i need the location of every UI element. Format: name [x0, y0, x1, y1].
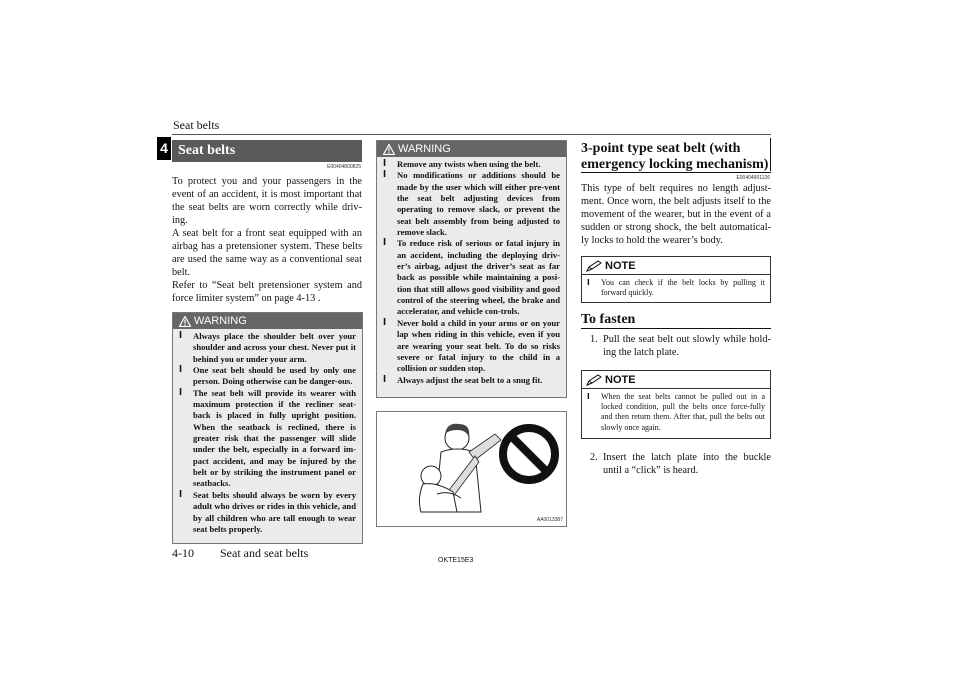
warning-item: l Seat belts should always be worn by every adult who drives or rides in this vehicle, and by all children who are tall enough to wear seat belts properly.: [179, 490, 356, 535]
note-header: [582, 371, 770, 389]
warning-list: [173, 329, 362, 539]
section-title-3-point-belt: [581, 141, 773, 173]
chapter-tab: 4: [157, 137, 171, 160]
warning-box-left: [172, 312, 363, 544]
note-box-1: [581, 256, 771, 303]
warning-item: l One seat belt should be used by only one person. Doing otherwise can be danger-ous.: [179, 365, 356, 388]
warning-box-middle: [376, 140, 567, 398]
step-1: [581, 333, 771, 359]
subheading-to-fasten: To fasten: [581, 312, 636, 327]
step-text: Insert the latch plate into the buckle until a “click” is heard.: [603, 452, 771, 476]
child-on-lap-illustration: [377, 412, 566, 526]
warning-triangle-icon: [179, 316, 191, 327]
page-number: 4-10: [172, 546, 194, 560]
warning-item: l Always adjust the seat belt to a snug fit.: [383, 375, 560, 386]
title-rule: [581, 172, 771, 173]
step-text: Pull the seat belt out slowly while hold-ing the latch plate.: [603, 334, 771, 358]
note-label: NOTE: [605, 259, 636, 272]
note-item: l You can check if the belt locks by pulling it forward quickly.: [587, 278, 765, 298]
warning-label: WARNING: [398, 143, 451, 155]
document-code: OKTE15E3: [438, 557, 474, 564]
warning-item: l No modifications or additions should be made by the user which will either pre-vent the seat belt adjusting devices from operating to remove slack, or prevent the seat belt assembly from being adjusted to remove slack.: [383, 170, 560, 238]
note-header: [582, 257, 770, 275]
step-number: 1.: [590, 334, 598, 345]
section-code: E00404901126: [736, 175, 770, 181]
warning-triangle-icon: [383, 144, 395, 155]
illustration-figure: [376, 411, 567, 527]
subheading-rule: [581, 328, 771, 329]
warning-item: l Never hold a child in your arms or on your lap when riding in this vehicle, even if you are wearing your seat belt. To do so risks severe or fatal injury to the child in a collision or sudden stop.: [383, 318, 560, 375]
note-list: [582, 275, 770, 302]
intro-paragraph: Refer to “Seat belt pretensioner system and force limiter system” on page 4-13 .: [172, 280, 362, 304]
step-2: [581, 451, 771, 477]
section-title-line: 3-point type seat belt (with: [581, 141, 741, 156]
title-rule-vertical: [770, 138, 771, 171]
figure-code: AA0013387: [536, 517, 563, 523]
note-box-2: [581, 370, 771, 439]
running-header: Seat belts: [173, 118, 220, 132]
warning-item: l To reduce risk of serious or fatal injury in an accident, including the deploying driv-er’s airbag, adjust the driver’s seat as far back as possible while maintaining a posi-tion that still allows good visibility and good control of the steering wheel, the brake and accelerator, and vehicle con-trols.: [383, 238, 560, 317]
note-item: l When the seat belts cannot be pulled out in a locked condition, pull the belts once force-fully and then return them. After that, pull the belts out slowly once again.: [587, 392, 765, 433]
warning-item: l The seat belt will provide its wearer with maximum protection if the recliner seat-back is placed in fully upright position. When the seatback is reclined, there is greater risk that the passenger will slide under the belt, especially in a forward im-pact accident, and may be injured by the belt or by striking the instrument panel or seatbacks.: [179, 388, 356, 490]
warning-label: WARNING: [194, 315, 247, 327]
intro-paragraph: To protect you and your passengers in the event of an accident, it is most important that the seat belts are worn correctly while driv-ing.: [172, 176, 362, 226]
section-code: E00404800825: [327, 164, 361, 170]
warning-item: l Always place the shoulder belt over your shoulder and across your chest. Never put it behind you or under your arm.: [179, 331, 356, 365]
section-title-line: emergency locking mechanism): [581, 157, 769, 172]
header-rule: [172, 134, 771, 135]
section-title-seat-belts: Seat belts: [172, 140, 362, 162]
belt-description: This type of belt requires no length adjust-ment. Once worn, the belt adjusts itself to the movement of the wearer, but in the event of a sudden or strong shock, the belt automatical-ly locks to hold the wearer’s body.: [581, 183, 771, 246]
intro-paragraph: A seat belt for a front seat equipped with an airbag has a pretensioner system. These belts are used the same way as a conventional seat belt.: [172, 228, 362, 278]
intro-text: [172, 175, 362, 305]
step-number: 2.: [590, 452, 598, 463]
prohibition-icon: [503, 428, 555, 480]
footer-section: Seat and seat belts: [220, 546, 309, 560]
warning-list: [377, 157, 566, 390]
note-pen-icon: [586, 260, 602, 272]
note-list: [582, 389, 770, 437]
warning-header: [377, 141, 566, 157]
note-label: NOTE: [605, 373, 636, 386]
warning-item: l Remove any twists when using the belt.: [383, 159, 560, 170]
note-pen-icon: [586, 374, 602, 386]
warning-header: [173, 313, 362, 329]
